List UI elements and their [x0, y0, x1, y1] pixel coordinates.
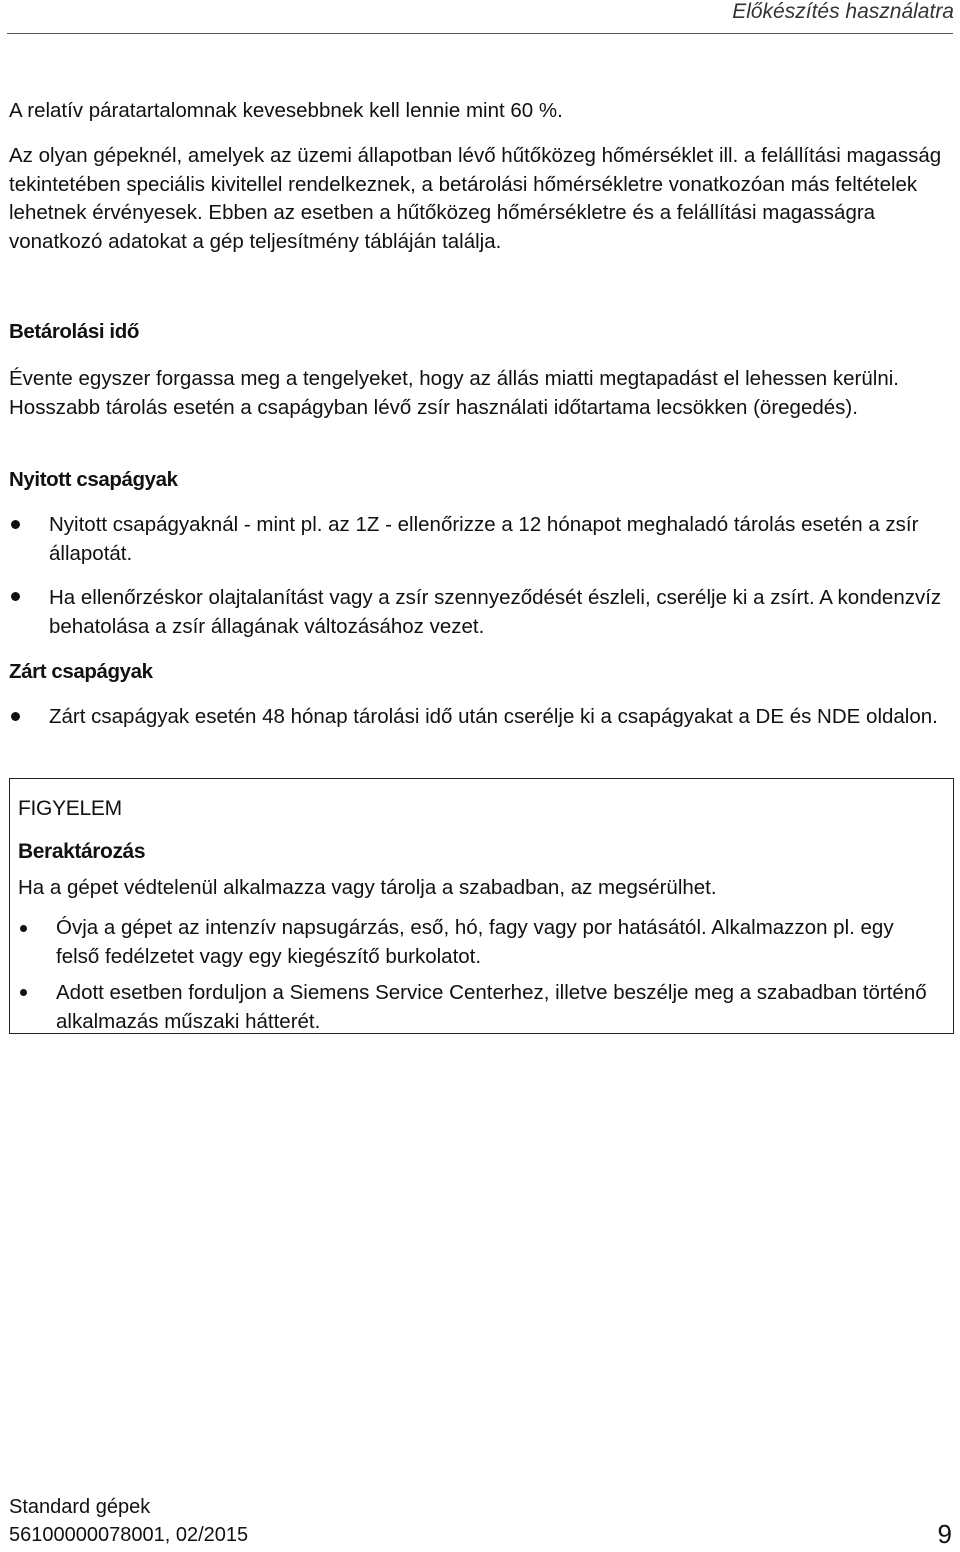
- storage-time-heading: Betárolási idő: [9, 320, 139, 343]
- closed-bearings-heading: Zárt csapágyak: [9, 660, 153, 683]
- notice-item: Adott esetben forduljon a Siemens Service Centerhez, illetve beszélje meg a szabadban történő alkalmazás műszaki hátterét.: [56, 981, 927, 1033]
- notice-text: Ha a gépet védtelenül alkalmazza vagy tárolja a szabadban, az megsérülhet.: [18, 876, 717, 899]
- coolant-paragraph: Az olyan gépeknél, amelyek az üzemi állapotban lévő hűtőközeg hőmérséklet ill. a felállítási magasság tekintetében speciális kivitellel rendelkeznek, a betárolási hőmérsékletre vonatkozóan más feltételek lehetnek érvényesek. Ebben az esetben a hűtőközeg hőmérsékletre és a felállítási magasságra vonatkozó adatokat a gép teljesítmény tábláján találja.: [9, 144, 942, 253]
- document-title: Standard gépek: [9, 1496, 151, 1518]
- page-number: 9: [937, 1519, 952, 1549]
- section-title: Előkészítés használatra: [732, 0, 954, 23]
- open-bearings-heading: Nyitott csapágyak: [9, 468, 178, 491]
- notice-heading: Beraktározás: [18, 840, 146, 863]
- notice-label: FIGYELEM: [18, 797, 122, 820]
- closed-bearings-item: Zárt csapágyak esetén 48 hónap tárolási idő után cserélje ki a csapágyakat a DE és NDE oldalon.: [49, 705, 938, 728]
- bullet-dot: [20, 989, 27, 996]
- header-divider: [7, 33, 953, 34]
- notice-item: Óvja a gépet az intenzív napsugárzás, eső, hó, fagy vagy por hatásától. Alkalmazzon pl. egy felső fedélzetet vagy egy kiegészítő burkolatot.: [56, 916, 894, 968]
- bullet-dot: [11, 712, 20, 721]
- open-bearings-item: Ha ellenőrzéskor olajtalanítást vagy a zsír szennyeződését észleli, cserélje ki a zsírt. A kondenzvíz behatolása a zsír állagának változásához vezet.: [49, 586, 942, 638]
- storage-time-paragraph: Évente egyszer forgassa meg a tengelyeket, hogy az állás miatti megtapadást el lehessen kerülni. Hosszabb tárolás esetén a csapágyban lévő zsír használati időtartama lecsökken (öregedés).: [9, 367, 899, 419]
- bullet-dot: [20, 925, 27, 932]
- open-bearings-item: Nyitott csapágyaknál - mint pl. az 1Z - ellenőrizze a 12 hónapot meghaladó tárolás esetén a zsír állapotát.: [49, 513, 919, 565]
- bullet-dot: [11, 592, 20, 601]
- bullet-dot: [11, 520, 20, 529]
- document-number: 56100000078001, 02/2015: [9, 1524, 249, 1546]
- humidity-paragraph: A relatív páratartalomnak kevesebbnek kell lennie mint 60 %.: [9, 99, 563, 122]
